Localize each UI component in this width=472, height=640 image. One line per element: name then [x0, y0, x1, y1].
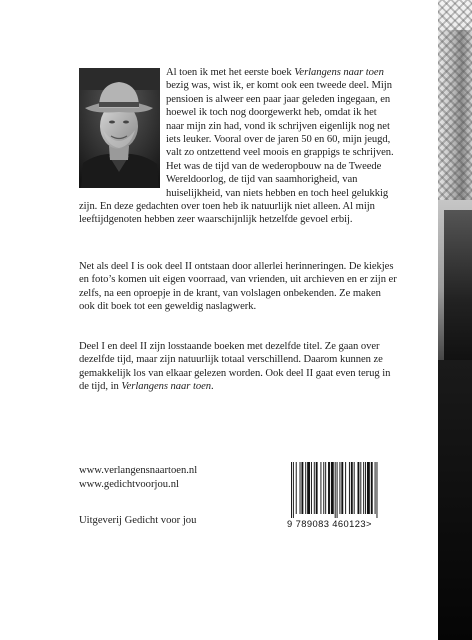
barcode-bar — [305, 462, 306, 514]
barcode-bar — [300, 462, 301, 514]
barcode-bar — [354, 462, 355, 514]
barcode-bar — [316, 462, 318, 514]
barcode-bar — [331, 462, 334, 514]
barcode-bar — [301, 462, 303, 514]
barcode-bar — [296, 462, 297, 514]
barcode-bar — [375, 462, 376, 514]
barcode-bar — [335, 462, 336, 518]
book-title-reference: Verlangens naar toen — [121, 381, 212, 393]
paragraph3-end: . — [211, 381, 214, 393]
barcode-bar — [367, 462, 370, 514]
paragraph-volumes — [79, 340, 397, 394]
barcode-bar — [365, 462, 366, 514]
barcode-bar — [339, 462, 340, 514]
isbn-digits: 9 789083 460123 — [287, 518, 366, 529]
barcode-bar — [320, 462, 321, 514]
author-photo-icon — [79, 68, 160, 188]
barcode-bar — [345, 462, 346, 514]
barcode-bar — [314, 462, 315, 514]
barcode-bar — [358, 462, 360, 514]
paragraph3-body: Deel I en deel II zijn losstaande boeken met dezelfde titel. Ze gaan over dezelfde tijd, maar zijn natuurlijk totaal verschillend. Daarom kunnen ze gemakkelijk los van elkaar gelezen worden. Ook deel II gaat even terug in de tijd, in — [79, 341, 391, 393]
barcode-bar — [293, 462, 294, 518]
barcode-bar — [360, 462, 361, 514]
barcode-bar — [377, 462, 378, 518]
barcode-bars — [287, 462, 403, 518]
paragraph1-body: bezig was, wist ik, er komt ook een tweede deel. Mijn pensioen is alweer een paar jaar geleden ingegaan, en hoewel ik toch nog doorgewerkt heb, omdat ik het naar mijn zin had, vond ik schrijven eigenlijk nog net iets leuker. Vooral over de jaren 50 en 60, mijn jeugd, valt zo ontzettend veel moois en grappigs te schrijven. Het was de tijd van de wederopbouw na de Tweede Wereldoorlog, de tijd van saamhorigheid, van huiselijkheid, van niets hebben en toch heel gelukkig zijn. En deze gedachten over toen heb ik natuurlijk niet alleen. Al mijn leeftijdgenoten hebben zeer waarschijnlijk hetzelfde gevoel erbij. — [79, 80, 394, 226]
barcode-bar — [337, 462, 338, 518]
barcode-bar — [311, 462, 312, 514]
spine-photo-strip — [438, 0, 472, 640]
website-link-verlangens[interactable]: www.verlangensnaartoen.nl — [79, 465, 198, 476]
publisher-name: Uitgeverij Gedicht voor jou — [79, 515, 197, 526]
isbn-number — [287, 518, 403, 529]
barcode-bar — [363, 462, 364, 514]
website-links — [79, 464, 197, 492]
barcode-bar — [371, 462, 373, 514]
isbn-quiet-zone-mark: > — [366, 518, 372, 529]
paragraph1-intro: Al toen ik met het eerste boek — [166, 67, 295, 78]
barcode-bar — [325, 462, 326, 514]
barcode-bar — [291, 462, 292, 518]
barcode-bar — [328, 462, 330, 514]
paragraph-memories: Net als deel I is ook deel II ontstaan door allerlei herinneringen. De kiekjes en foto’s komen uit eigen voorraad, van vrienden, uit archieven en er zijn er zelfs, na een oproepje in de krant, van volslagen onbekenden. Ze maken ook dit boek tot een geweldig naslagwerk. — [79, 261, 397, 313]
barcode-bar — [349, 462, 350, 514]
barcode-bar — [351, 462, 353, 514]
barcode-bar — [323, 462, 324, 514]
barcode-bar — [341, 462, 343, 514]
author-photo — [79, 68, 160, 188]
barcode-bar — [307, 462, 310, 514]
website-link-gedichtvoorjou[interactable]: www.gedichtvoorjou.nl — [79, 479, 179, 490]
book-title: Verlangens naar toen — [294, 67, 384, 78]
